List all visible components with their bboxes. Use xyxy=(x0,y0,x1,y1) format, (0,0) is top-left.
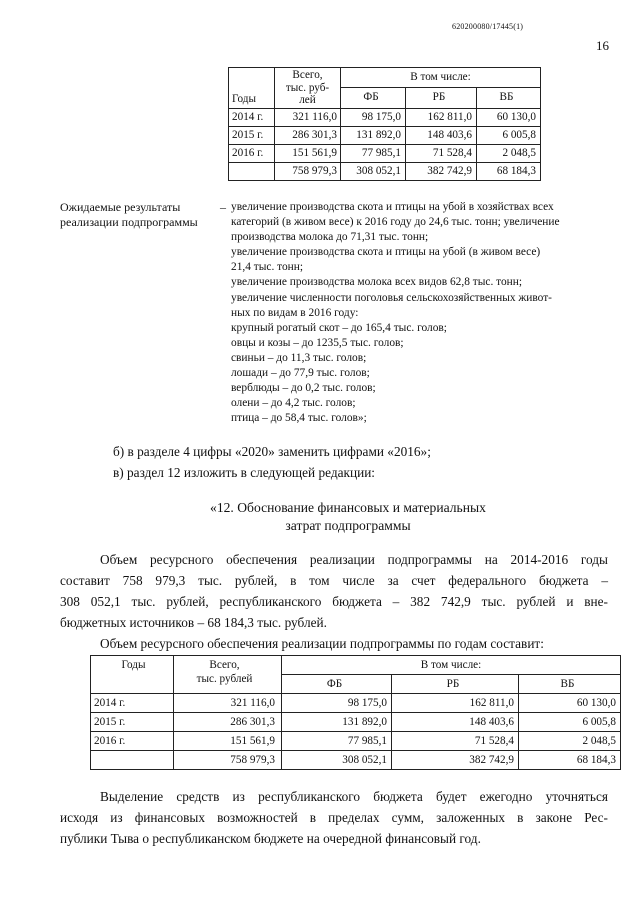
table-row xyxy=(229,108,541,126)
result-line: овцы и козы – до 1235,5 тыс. голов; xyxy=(231,336,404,349)
table-cell-year: 2014 г. xyxy=(91,694,174,713)
result-line: крупный рогатый скот – до 165,4 тыс. голов; xyxy=(231,321,447,334)
table-cell-fb: 77 985,1 xyxy=(282,732,392,751)
table-cell-vb: 6 005,8 xyxy=(477,126,541,144)
table-header-total: Всего, тыс. рублей xyxy=(174,656,282,694)
table-cell-total: 151 561,9 xyxy=(174,732,282,751)
table-cell-vb: 60 130,0 xyxy=(519,694,621,713)
table-cell-rb: 148 403,6 xyxy=(392,713,519,732)
funding-table-bottom xyxy=(90,655,621,770)
funding-table-top xyxy=(228,67,541,181)
table-cell-fb: 131 892,0 xyxy=(341,126,406,144)
table-cell-vb: 68 184,3 xyxy=(477,162,541,180)
table-cell-year xyxy=(229,162,275,180)
section-heading-line1: «12. Обоснование финансовых и материальных xyxy=(210,500,486,515)
table-cell-year: 2016 г. xyxy=(91,732,174,751)
result-line: свиньи – до 11,3 тыс. голов; xyxy=(231,351,367,364)
result-line: верблюды – до 0,2 тыс. голов; xyxy=(231,382,376,395)
table-cell-total: 758 979,3 xyxy=(275,162,341,180)
table-cell-rb: 162 811,0 xyxy=(406,108,477,126)
result-line: лошади – до 77,9 тыс. голов; xyxy=(231,367,370,380)
table-header-years: Годы xyxy=(229,68,275,109)
table-cell-fb: 131 892,0 xyxy=(282,713,392,732)
table-header-rb: РБ xyxy=(392,675,519,694)
table-row xyxy=(91,694,621,713)
table-cell-rb: 71 528,4 xyxy=(392,732,519,751)
table-header-rb: РБ xyxy=(406,88,477,108)
result-line: олени – до 4,2 тыс. голов; xyxy=(231,397,356,410)
table-cell-rb: 162 811,0 xyxy=(392,694,519,713)
table-cell-total: 151 561,9 xyxy=(275,144,341,162)
table-row xyxy=(91,732,621,751)
section-heading-line2: затрат подпрограммы xyxy=(285,518,411,533)
table-cell-total: 286 301,3 xyxy=(275,126,341,144)
table-cell-rb: 382 742,9 xyxy=(392,751,519,770)
result-line: увеличение производства скота и птицы на убой в хозяйствах всех xyxy=(231,201,554,213)
result-line: производства молока до 71,31 тыс. тонн; xyxy=(231,231,429,244)
table-cell-total: 321 116,0 xyxy=(275,108,341,126)
result-line: ных по видам в 2016 году: xyxy=(231,306,359,319)
table-header-fb: ФБ xyxy=(341,88,406,108)
table-row xyxy=(229,144,541,162)
paragraph-b: б) в разделе 4 цифры «2020» заменить цифрами «2016»; xyxy=(113,444,431,459)
table-cell-year: 2014 г. xyxy=(229,108,275,126)
table-cell-rb: 148 403,6 xyxy=(406,126,477,144)
volume-paragraph-line: Объем ресурсного обеспечения реализации подпрограммы на 2014-2016 годы xyxy=(100,552,608,567)
table-header-vb: ВБ xyxy=(519,675,621,694)
result-line: 21,4 тыс. тонн; xyxy=(231,261,304,274)
table-cell-rb: 71 528,4 xyxy=(406,144,477,162)
result-line: увеличение численности поголовья сельскохозяйственных живот- xyxy=(231,291,552,304)
table-cell-fb: 308 052,1 xyxy=(282,751,392,770)
table-cell-vb: 2 048,5 xyxy=(519,732,621,751)
table-header-including: В том числе: xyxy=(282,656,621,675)
table-cell-vb: 2 048,5 xyxy=(477,144,541,162)
table-cell-vb: 68 184,3 xyxy=(519,751,621,770)
expected-results-list xyxy=(231,200,591,426)
table-cell-fb: 308 052,1 xyxy=(341,162,406,180)
expected-results-dash: – xyxy=(220,200,226,214)
table-cell-year: 2016 г. xyxy=(229,144,275,162)
table-cell-year: 2015 г. xyxy=(229,126,275,144)
allocation-paragraph-line: Выделение средств из республиканского бюджета будет ежегодно уточняться xyxy=(100,789,608,804)
table-cell-year: 2015 г. xyxy=(91,713,174,732)
result-line: увеличение производства скота и птицы на убой (в живом весе) xyxy=(231,246,541,259)
table-cell-total: 286 301,3 xyxy=(174,713,282,732)
table-cell-fb: 98 175,0 xyxy=(282,694,392,713)
allocation-paragraph-line: публики Тыва о республиканском бюджете на очередной финансовый год. xyxy=(60,831,481,846)
result-line: категорий (в живом весе) к 2016 году до 24,6 тыс. тонн; увеличение xyxy=(231,216,560,229)
table-cell-rb: 382 742,9 xyxy=(406,162,477,180)
table-header-fb: ФБ xyxy=(282,675,392,694)
document-id: 620200080/17445(1) xyxy=(452,22,524,31)
volume-paragraph-line: 308 052,1 тыс. рублей, республиканского бюджета – 382 742,9 тыс. рублей и вне- xyxy=(60,594,608,609)
volume-paragraph-line: составит 758 979,3 тыс. рублей, в том числе за счет федерального бюджета – xyxy=(60,573,608,588)
table-cell-total: 758 979,3 xyxy=(174,751,282,770)
table-header-including: В том числе: xyxy=(341,68,541,88)
allocation-paragraph-line: исходя из финансовых возможностей в пределах сумм, заложенных в законе Рес- xyxy=(60,810,608,825)
table-row-total xyxy=(91,751,621,770)
result-line: птица – до 58,4 тыс. голов»; xyxy=(231,412,367,425)
table-row xyxy=(91,713,621,732)
table-cell-vb: 60 130,0 xyxy=(477,108,541,126)
table-cell-total: 321 116,0 xyxy=(174,694,282,713)
result-line: увеличение производства молока всех видов 62,8 тыс. тонн; xyxy=(231,276,523,289)
by-years-paragraph: Объем ресурсного обеспечения реализации подпрограммы по годам составит: xyxy=(100,636,544,651)
table-row-total xyxy=(229,162,541,180)
table-row xyxy=(229,126,541,144)
expected-results-label: Ожидаемые результаты реализации подпрограммы xyxy=(60,200,198,229)
table-cell-fb: 98 175,0 xyxy=(341,108,406,126)
volume-paragraph-line: бюджетных источников – 68 184,3 тыс. рублей. xyxy=(60,615,327,630)
paragraph-v: в) раздел 12 изложить в следующей редакции: xyxy=(113,465,376,480)
table-cell-year xyxy=(91,751,174,770)
table-cell-fb: 77 985,1 xyxy=(341,144,406,162)
table-cell-vb: 6 005,8 xyxy=(519,713,621,732)
table-header-years: Годы xyxy=(91,656,174,694)
table-header-vb: ВБ xyxy=(477,88,541,108)
table-header-total: Всего, тыс. руб- лей xyxy=(275,68,341,109)
page-number: 16 xyxy=(596,38,609,53)
